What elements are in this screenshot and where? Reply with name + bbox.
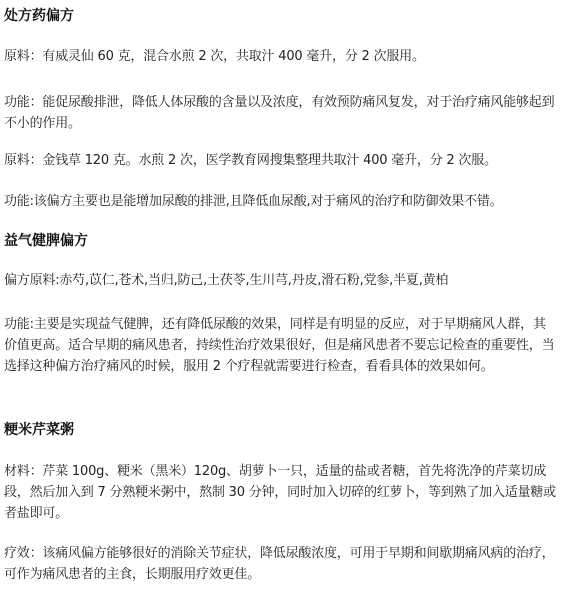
paragraph-herb-list: 偏方原料:赤芍,苡仁,苍术,当归,防己,土茯苓,生川芎,丹皮,滑石粉,党参,半夏,黄柏 [4, 273, 449, 288]
section-heading-prescription: 处方药偏方 [4, 8, 74, 24]
section-heading-qi-spleen: 益气健脾偏方 [4, 233, 88, 249]
paragraph-ingredients-weilingxian: 原料：有威灵仙 60 克，混合水煎 2 次，共取汁 400 毫升，分 2 次服用。 [4, 49, 425, 64]
paragraph-ingredients-rice-celery: 材料：芹菜 100g、粳米（黑米）120g、胡萝卜一只，适量的盐或者糖，首先将洗净的芹菜切成段，然后加入到 7 分熟粳米粥中，熬制 30 分钟，同时加入切碎的红萝卜，等到熟了加入适量糖或者盐即可。 [4, 464, 556, 521]
paragraph-ingredients-jinqiancao: 原料：金钱草 120 克。水煎 2 次，医学教育网搜集整理共取汁 400 毫升，分 2 次服。 [4, 153, 497, 168]
section-heading-rice-celery: 粳米芹菜粥 [4, 422, 74, 438]
paragraph-function-qi-spleen: 功能:主要是实现益气健脾，还有降低尿酸的效果，同样是有明显的反应，对于早期痛风人群，其价值更高。适合早期的痛风患者，持续性治疗效果很好，但是痛风患者不要忘记检查的重要性，当选择这种偏方治疗痛风的时候，服用 2 个疗程就需要进行检查，看看具体的效果如何。 [4, 317, 555, 374]
paragraph-function-uric-excretion: 功能：能促尿酸排泄，降低人体尿酸的含量以及浓度，有效预防痛风复发，对于治疗痛风能够起到不小的作用。 [4, 95, 555, 131]
paragraph-efficacy: 疗效：该痛风偏方能够很好的消除关节症状，降低尿酸浓度，可用于早期和间歇期痛风病的治疗，可作为痛风患者的主食，长期服用疗效更佳。 [4, 546, 555, 582]
paragraph-function-blood-uric: 功能:该偏方主要也是能增加尿酸的排泄,且降低血尿酸,对于痛风的治疗和防御效果不错。 [4, 194, 503, 209]
